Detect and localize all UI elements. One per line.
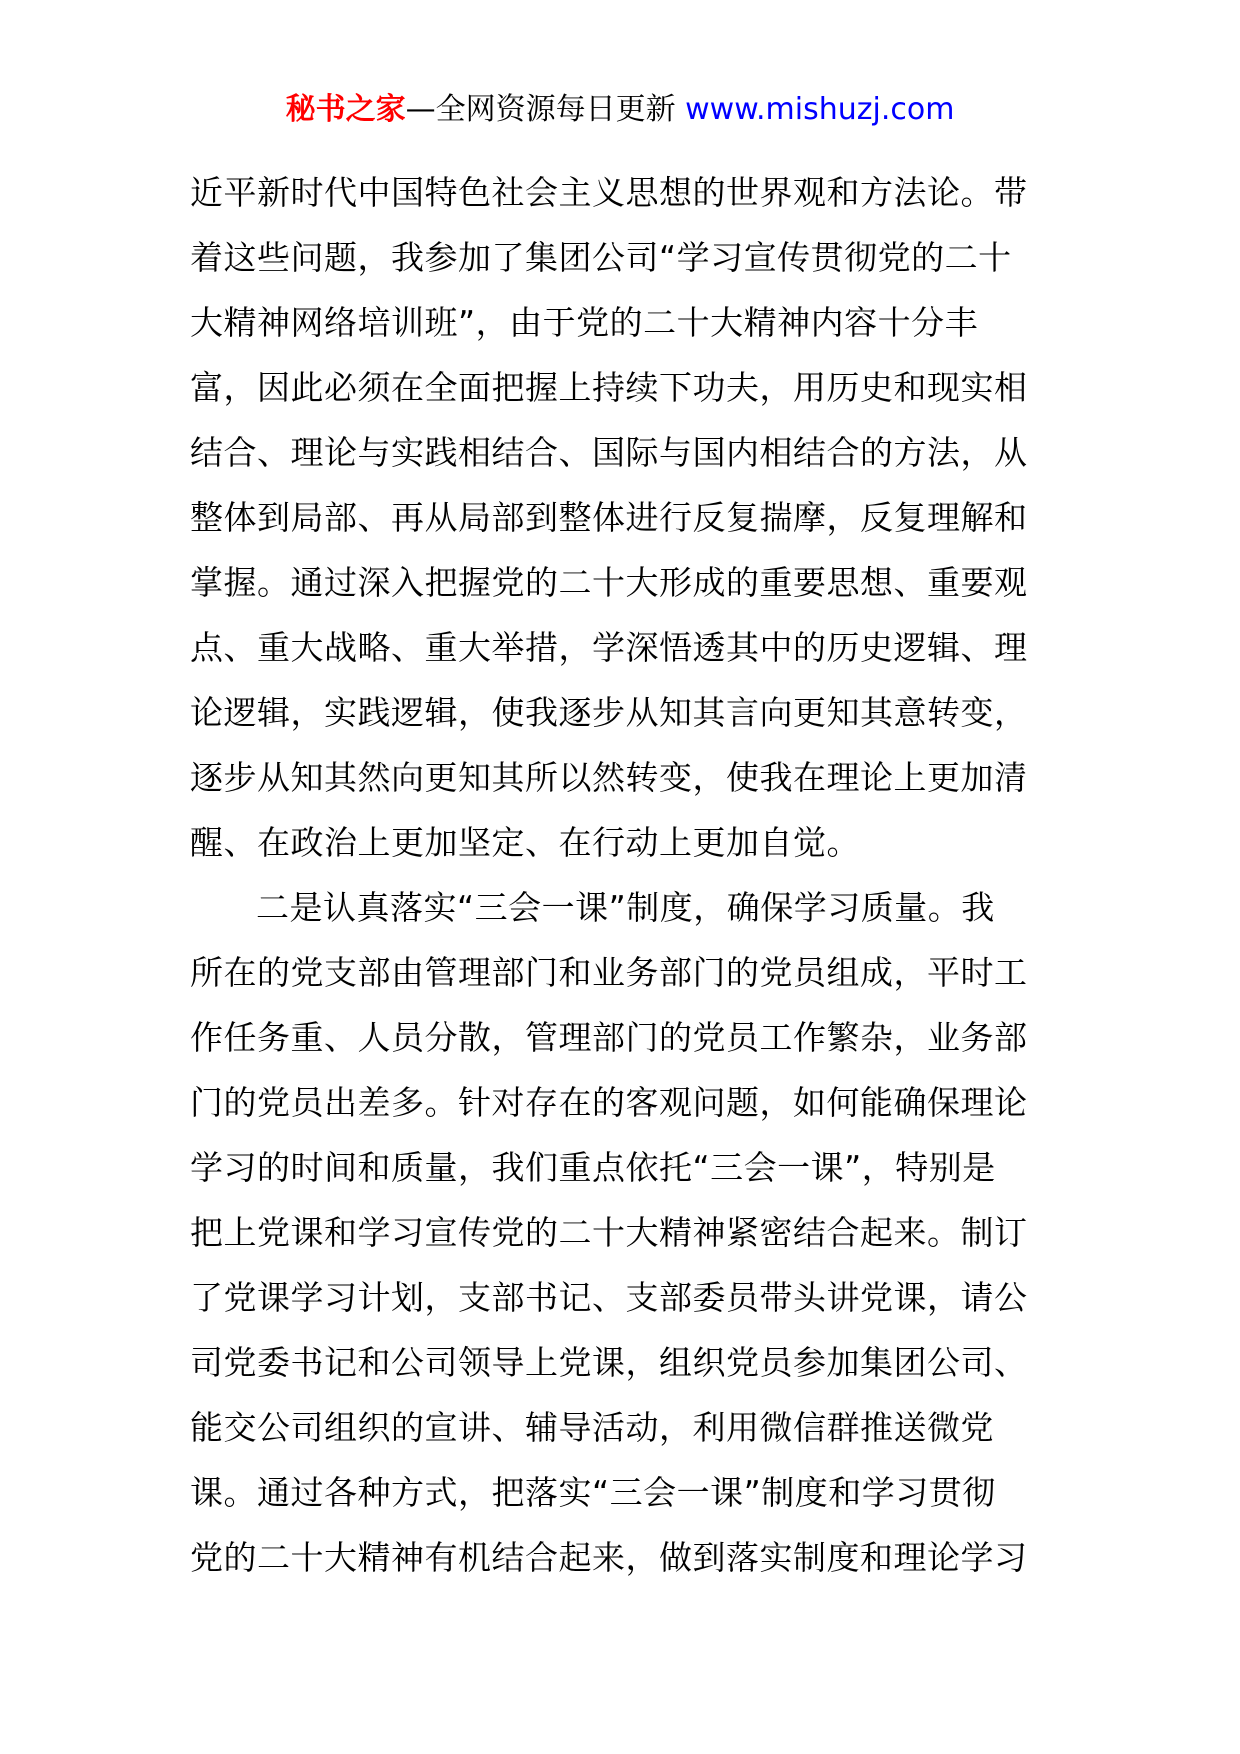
text-line: 作任务重、人员分散，管理部门的党员工作繁杂，业务部 bbox=[190, 1018, 1028, 1057]
text-line: 能交公司组织的宣讲、辅导活动，利用微信群推送微党 bbox=[190, 1408, 994, 1447]
text-line: 学习的时间和质量，我们重点依托“三会一课”，特别是 bbox=[190, 1148, 996, 1187]
text-line: 掌握。通过深入把握党的二十大形成的重要思想、重要观 bbox=[190, 563, 1028, 602]
text-line: 司党委书记和公司领导上党课，组织党员参加集团公司、 bbox=[190, 1343, 1028, 1382]
text-line: 大精神网络培训班”，由于党的二十大精神内容十分丰 bbox=[190, 303, 979, 342]
paragraph-start-line: 二是认真落实“三会一课”制度，确保学习质量。我 bbox=[256, 888, 995, 927]
text-line: 论逻辑，实践逻辑，使我逐步从知其言向更知其意转变， bbox=[190, 693, 1028, 732]
text-line: 所在的党支部由管理部门和业务部门的党员组成，平时工 bbox=[190, 953, 1028, 992]
text-line: 逐步从知其然向更知其所以然转变，使我在理论上更加清 bbox=[190, 758, 1028, 797]
text-line: 点、重大战略、重大举措，学深悟透其中的历史逻辑、理 bbox=[190, 628, 1028, 667]
text-line: 课。通过各种方式，把落实“三会一课”制度和学习贯彻 bbox=[190, 1473, 996, 1512]
text-line: 党的二十大精神有机结合起来，做到落实制度和理论学习 bbox=[190, 1538, 1028, 1577]
document-body bbox=[190, 160, 1070, 1590]
text-line: 富，因此必须在全面把握上持续下功夫，用历史和现实相 bbox=[190, 368, 1028, 407]
site-tagline: —全网资源每日更新 bbox=[405, 92, 686, 127]
text-line: 着这些问题，我参加了集团公司“学习宣传贯彻党的二十 bbox=[190, 238, 1012, 277]
text-line: 结合、理论与实践相结合、国际与国内相结合的方法，从 bbox=[190, 433, 1028, 472]
text-line: 了党课学习计划，支部书记、支部委员带头讲党课，请公 bbox=[190, 1278, 1028, 1317]
text-line: 门的党员出差多。针对存在的客观问题，如何能确保理论 bbox=[190, 1083, 1028, 1122]
site-header bbox=[0, 92, 1240, 128]
text-line: 醒、在政治上更加坚定、在行动上更加自觉。 bbox=[190, 823, 860, 862]
text-line: 近平新时代中国特色社会主义思想的世界观和方法论。带 bbox=[190, 173, 1028, 212]
text-line: 把上党课和学习宣传党的二十大精神紧密结合起来。制订 bbox=[190, 1213, 1028, 1252]
site-brand: 秘书之家 bbox=[285, 92, 406, 127]
text-line: 整体到局部、再从局部到整体进行反复揣摩，反复理解和 bbox=[190, 498, 1028, 537]
site-url-link[interactable]: www.mishuzj.com bbox=[685, 92, 955, 127]
